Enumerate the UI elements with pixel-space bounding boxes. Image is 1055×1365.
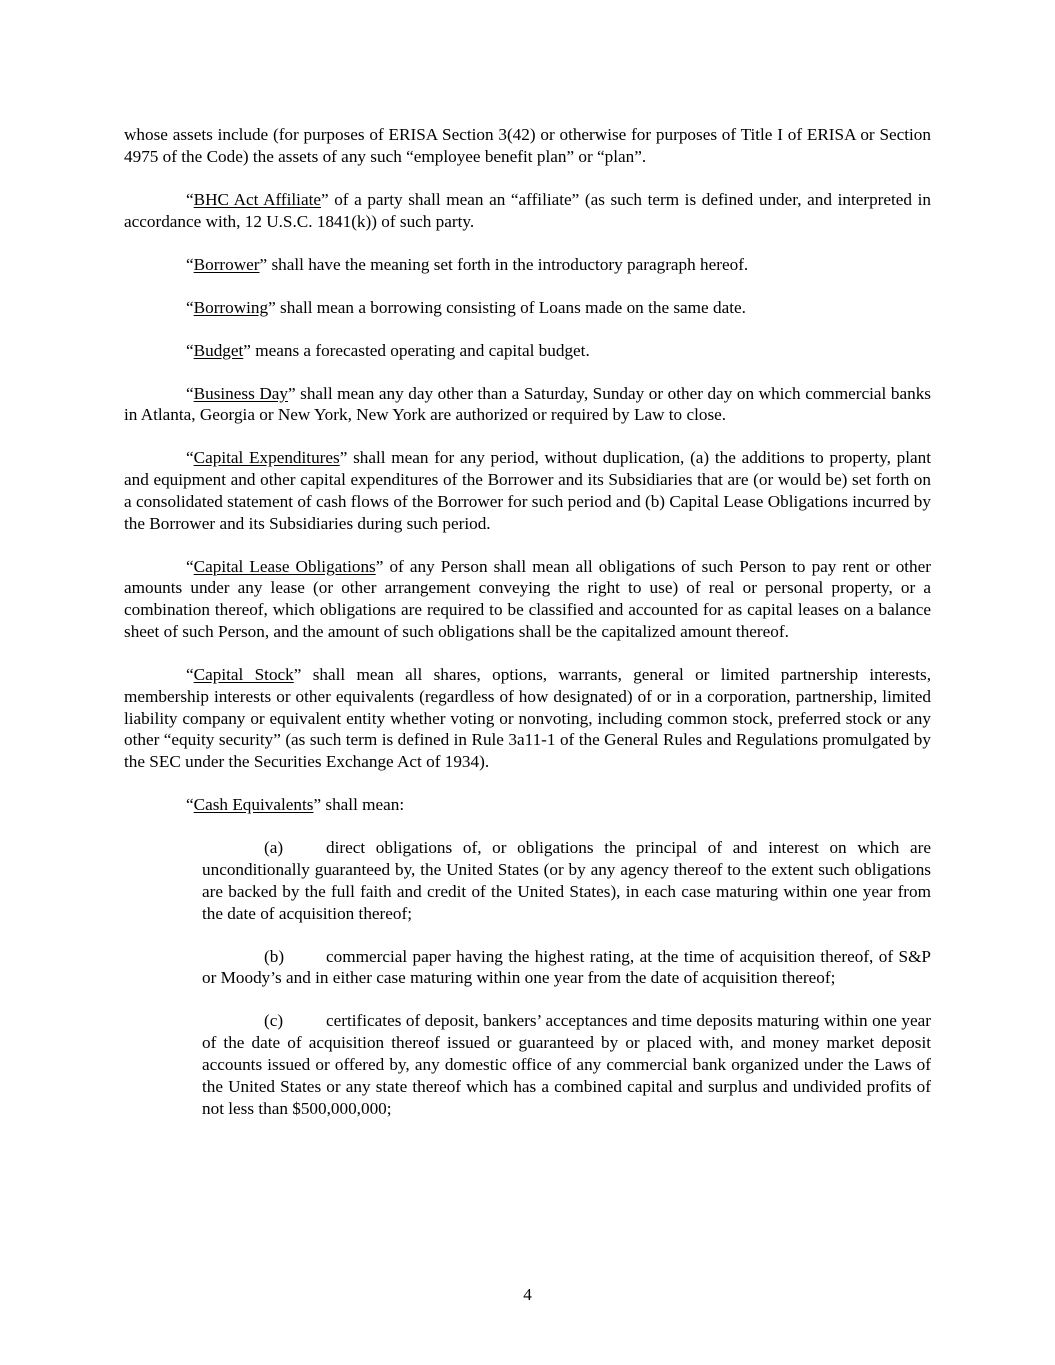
definition-bhc-act-affiliate [124, 189, 931, 233]
open-quote: “ [186, 556, 194, 576]
defined-term: BHC Act Affiliate [193, 189, 321, 209]
defined-term: Capital Stock [193, 665, 294, 685]
open-quote: “ [186, 254, 194, 274]
defined-term: Business Day [193, 383, 288, 403]
open-quote: “ [186, 448, 194, 468]
definition-business-day [124, 383, 931, 427]
definition-borrowing [124, 297, 931, 319]
definition-text: ” means a forecasted operating and capital budget. [243, 340, 590, 360]
definition-text: ” of any Person shall mean all obligations of such Person to pay rent or other amounts under any lease (or other arrangement conveying the right to use) of real or personal property, or a combination thereof, which obligations are required to be classified and accounted for as capital leases on a balance sheet of such Person, and the amount of such obligations shall be the capitalized amount thereof. [124, 556, 932, 642]
definition-budget [124, 340, 931, 362]
defined-term: Budget [193, 340, 244, 360]
open-quote: “ [186, 297, 194, 317]
open-quote: “ [186, 795, 194, 815]
defined-term: Borrowing [193, 297, 269, 317]
definition-text: ” shall mean any day other than a Saturday, Sunday or other day on which commercial banks in Atlanta, Georgia or New York, New York are authorized or required by Law to close. [124, 383, 931, 425]
definition-text: ” shall have the meaning set forth in the introductory paragraph hereof. [259, 254, 749, 274]
subclause-text: direct obligations of, or obligations the principal of and interest on which are unconditionally guaranteed by, the United States (or by any agency thereof to the extent such obligations are backed by the full faith and credit of the United States), in each case maturing within one year from the date of acquisition thereof; [202, 838, 931, 923]
open-quote: “ [186, 189, 194, 209]
defined-term: Capital Lease Obligations [193, 556, 376, 576]
defined-term: Capital Expenditures [193, 448, 340, 468]
definition-text: ” shall mean for any period, without duplication, (a) the additions to property, plant and equipment and other capital expenditures of the Borrower and its Subsidiaries that are (or would be) set forth on a consolidated statement of cash flows of the Borrower for such period and (b) Capital Lease Obligations incurred by the Borrower and its Subsidiaries during such period. [124, 448, 931, 533]
definition-cash-equivalents [124, 794, 931, 816]
open-quote: “ [186, 665, 194, 685]
definition-text: ” shall mean: [313, 795, 405, 815]
subclause-label: (c) [264, 1011, 284, 1031]
opening-paragraph: whose assets include (for purposes of ERISA Section 3(42) or otherwise for purposes of Title I of ERISA or Section 4975 of the Code) the assets of any such “employee benefit plan” or “plan”. [124, 125, 931, 166]
definition-text: ” shall mean all shares, options, warrants, general or limited partnership interests, membership interests or other equivalents (regardless of how designated) of or in a corporation, partnership, limited liability company or equivalent entity whether voting or nonvoting, including common stock, preferred stock or any other “equity security” (as such term is defined in Rule 3a11-1 of the General Rules and Regulations promulgated by the SEC under the Securities Exchange Act of 1934). [124, 665, 931, 772]
definition-text: ” shall mean a borrowing consisting of Loans made on the same date. [268, 297, 746, 317]
open-quote: “ [186, 340, 194, 360]
subclause-c [202, 1010, 931, 1119]
definition-borrower [124, 254, 931, 276]
subclause-a [202, 837, 931, 924]
open-quote: “ [186, 383, 194, 403]
defined-term: Borrower [193, 254, 260, 274]
definition-capital-expenditures [124, 447, 931, 534]
subclause-label: (a) [264, 838, 284, 858]
document-body [124, 124, 931, 1141]
subclause-text: commercial paper having the highest rating, at the time of acquisition thereof, of S&P or Moody’s and in either case maturing within one year from the date of acquisition thereof; [202, 946, 931, 988]
subclause-b [202, 946, 931, 990]
page-number: 4 [523, 1285, 532, 1304]
definition-capital-stock [124, 664, 931, 773]
definition-text: ” of a party shall mean an “affiliate” (as such term is defined under, and interpreted in accordance with, 12 U.S.C. 1841(k)) of such party. [124, 189, 931, 231]
defined-term: Cash Equivalents [193, 795, 314, 815]
subclause-text: certificates of deposit, bankers’ acceptances and time deposits maturing within one year of the date of acquisition thereof issued or guaranteed by or placed with, and money market deposit accounts issued or offered by, any domestic office of any commercial bank organized under the Laws of the United States or any state thereof which has a combined capital and surplus and undivided profits of not less than $500,000,000; [202, 1011, 931, 1118]
subclause-label: (b) [264, 946, 285, 966]
definition-capital-lease-obligations [124, 556, 931, 643]
